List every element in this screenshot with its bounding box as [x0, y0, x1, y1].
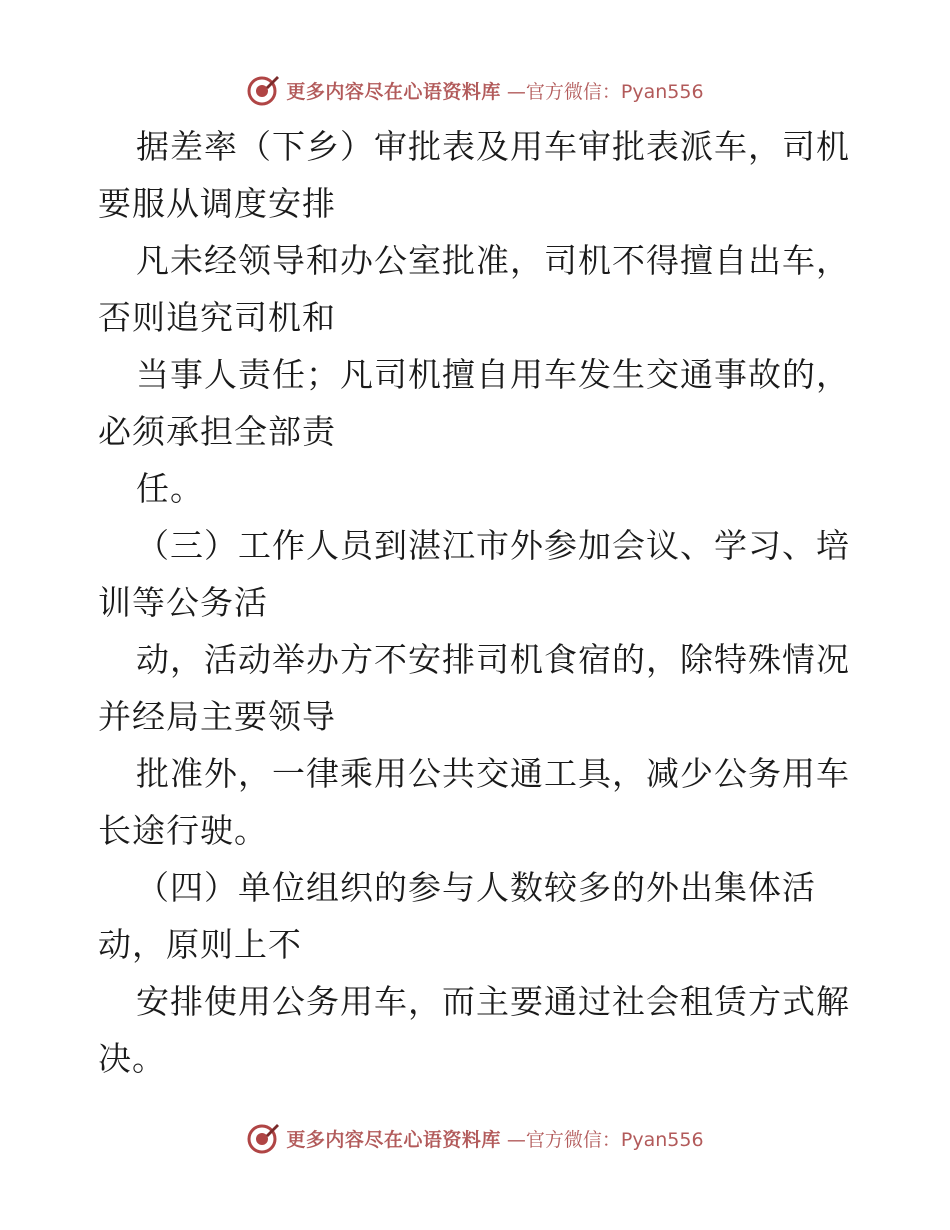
paragraph-3-line-2: 必须承担全部责	[98, 412, 336, 451]
paragraph-1-line-1: 据差率（下乡）审批表及用车审批表派车，司机	[136, 127, 850, 166]
footer-watermark	[0, 1118, 950, 1158]
paragraph-7-line-1: 批准外，一律乘用公共交通工具，减少公务用车	[136, 754, 850, 793]
header-watermark	[0, 70, 950, 110]
paragraph-7-line-2: 长途行驶。	[98, 811, 268, 850]
watermark-contact: —官方微信：Pyan556	[506, 1128, 704, 1151]
paragraph-2-line-1: 凡未经领导和办公室批准，司机不得擅自出车，	[136, 241, 850, 280]
paragraph-8-line-1: （四）单位组织的参与人数较多的外出集体活	[136, 868, 816, 907]
paragraph-3-line-1: 当事人责任；凡司机擅自用车发生交通事故的，	[136, 355, 850, 394]
paragraph-5-line-1: （三）工作人员到湛江市外参加会议、学习、培	[136, 526, 850, 565]
paragraph-5-line-2: 训等公务活	[98, 583, 268, 622]
watermark-logo-icon	[246, 73, 280, 107]
paragraph-6-line-1: 动，活动举办方不安排司机食宿的，除特殊情况	[136, 640, 850, 679]
paragraph-8-line-2: 动，原则上不	[98, 925, 302, 964]
paragraph-2-line-2: 否则追究司机和	[98, 298, 336, 337]
watermark-text: 更多内容尽在心语资料库	[286, 1128, 501, 1151]
document-body	[98, 118, 858, 1087]
paragraph-9-line-1: 安排使用公务用车，而主要通过社会租赁方式解	[136, 982, 850, 1021]
watermark-logo-icon	[246, 1121, 280, 1155]
watermark-contact: —官方微信：Pyan556	[506, 80, 704, 103]
paragraph-4-line-1: 任。	[136, 469, 204, 508]
paragraph-6-line-2: 并经局主要领导	[98, 697, 336, 736]
paragraph-1-line-2: 要服从调度安排	[98, 184, 336, 223]
paragraph-9-line-2: 决。	[98, 1039, 166, 1078]
watermark-text: 更多内容尽在心语资料库	[286, 80, 501, 103]
